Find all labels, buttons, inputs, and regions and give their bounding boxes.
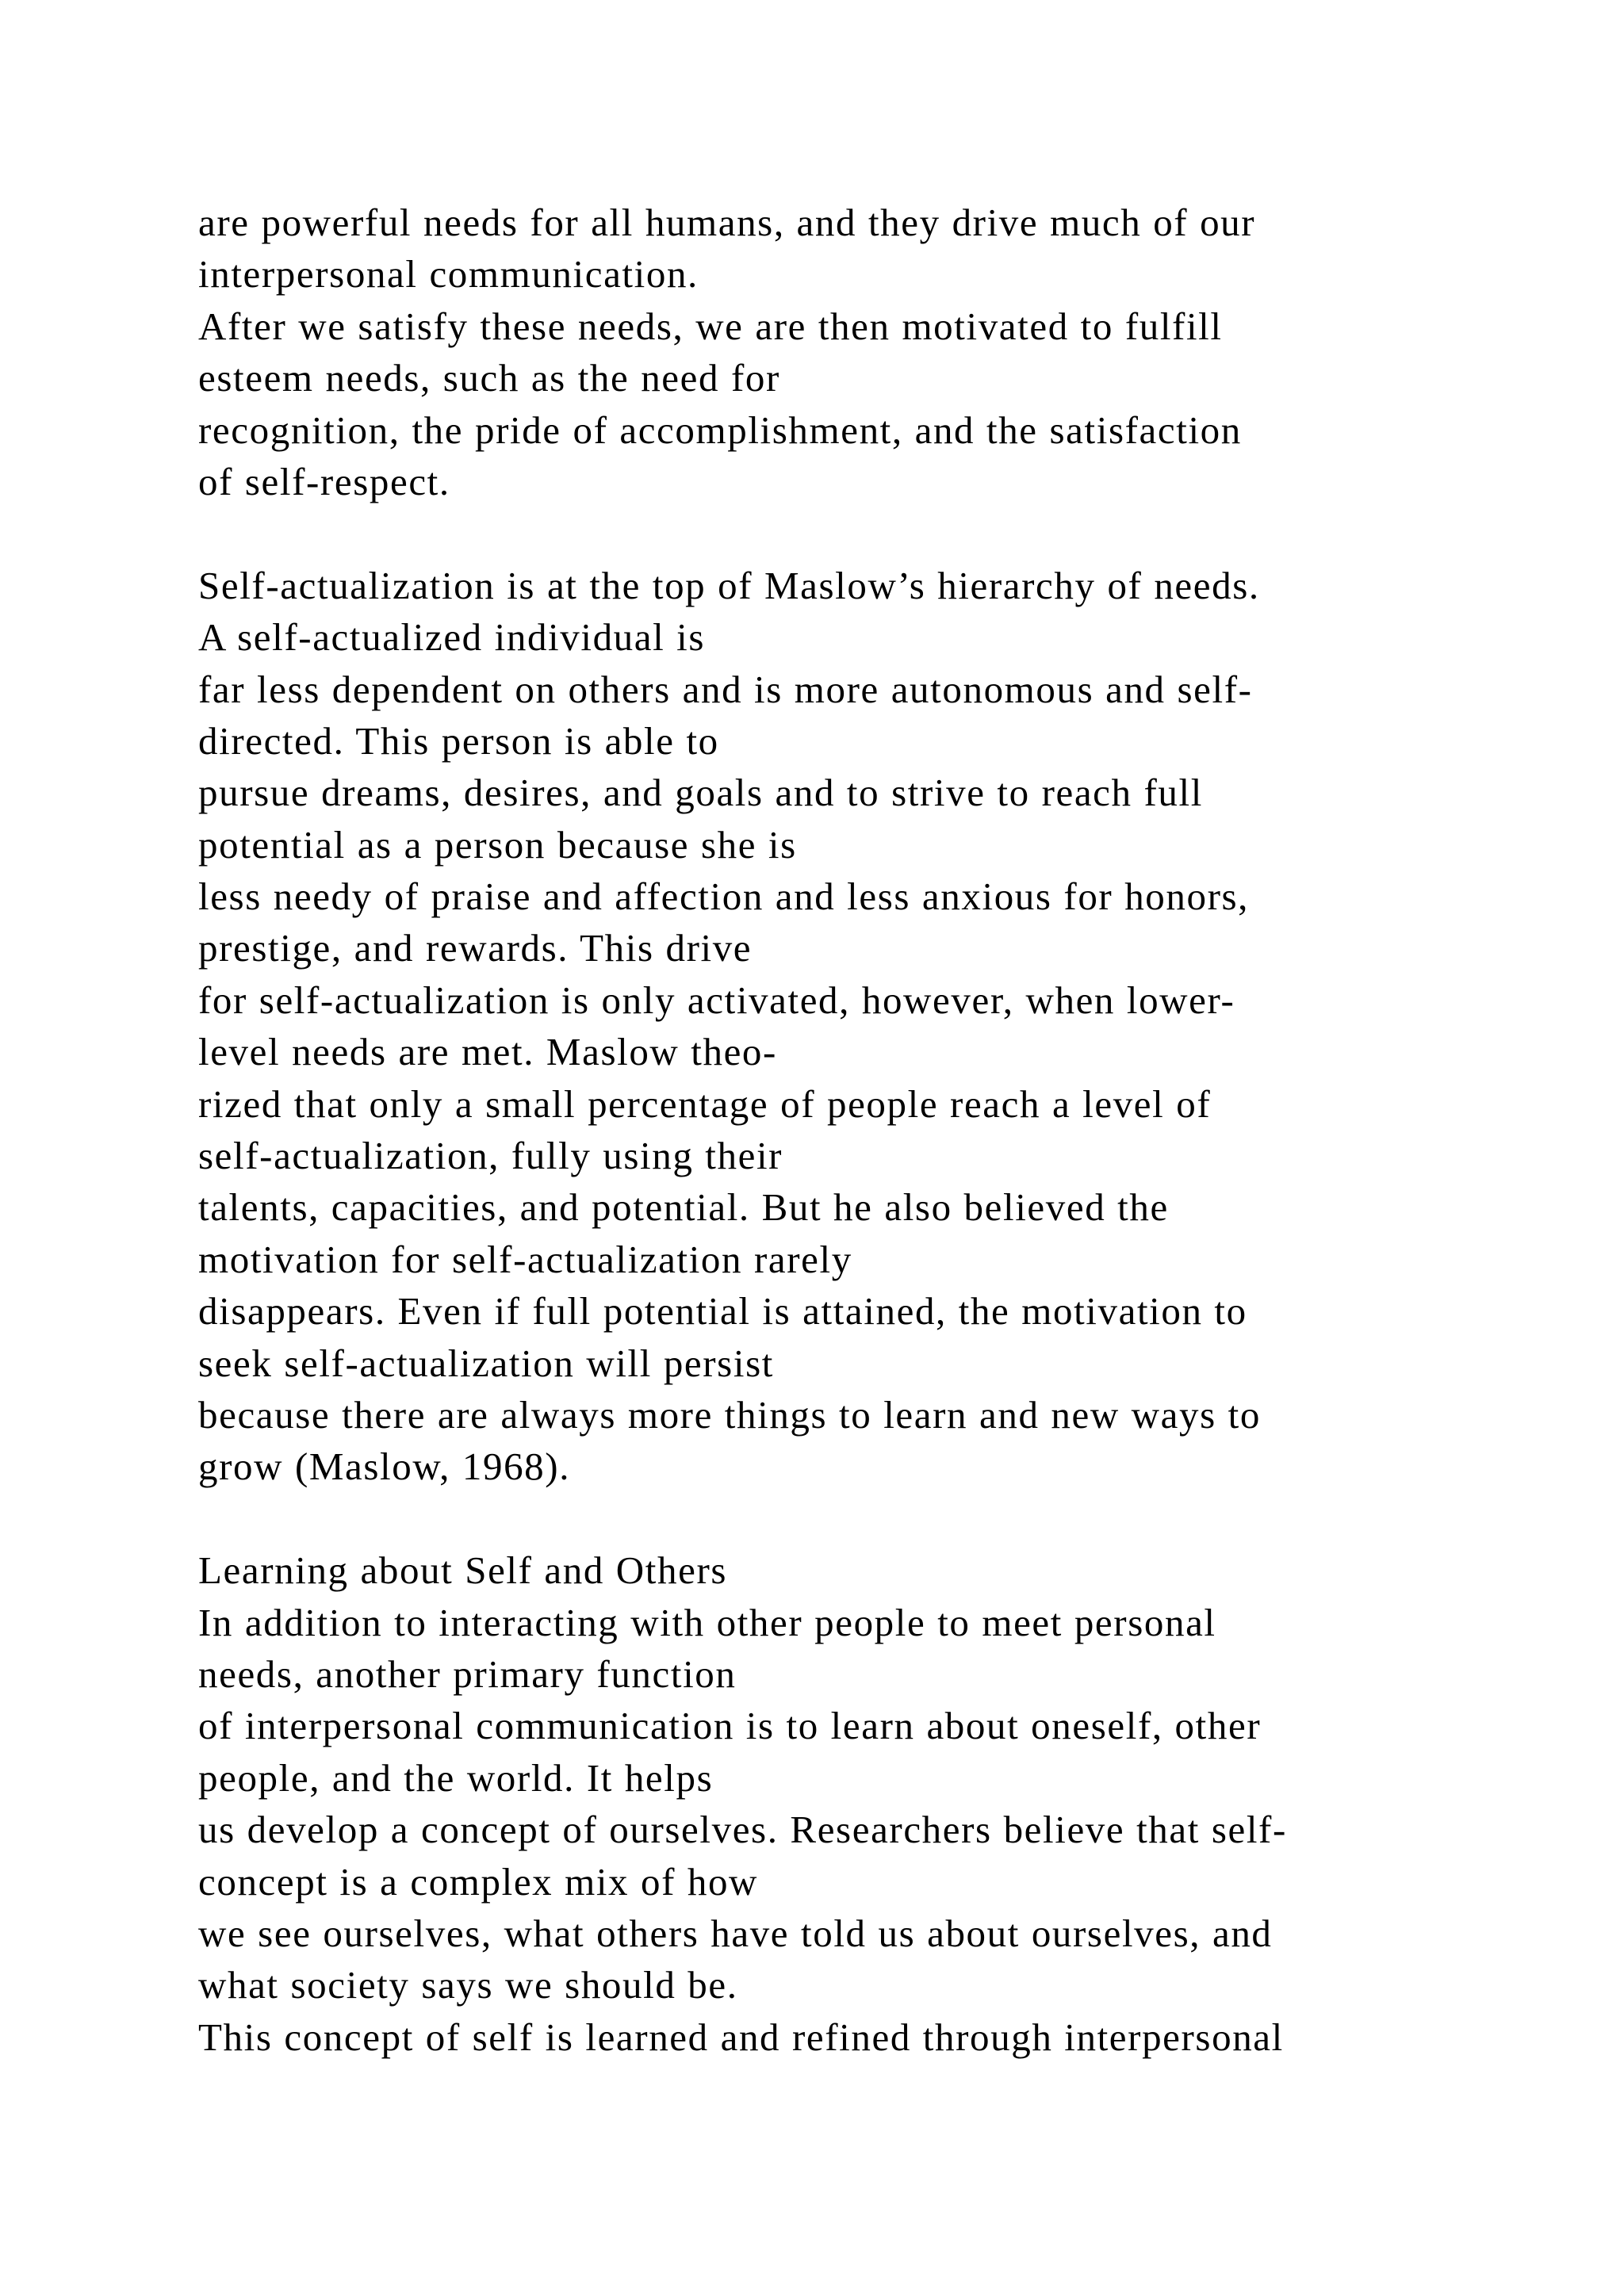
text-line: prestige, and rewards. This drive <box>198 926 753 970</box>
document-body-text <box>198 197 1546 2063</box>
text-line: talents, capacities, and potential. But he also believed the <box>198 1185 1169 1230</box>
text-line: Self-actualization is at the top of Maslow’s hierarchy of needs. <box>198 563 1260 607</box>
text-line: motivation for self-actualization rarely <box>198 1237 852 1281</box>
paragraph-break <box>198 507 1546 559</box>
text-line: less needy of praise and affection and less anxious for honors, <box>198 874 1250 919</box>
text-line: for self-actualization is only activated, however, when lower- <box>198 978 1235 1022</box>
text-line: what society says we should be. <box>198 1963 738 2007</box>
text-line: interpersonal communication. <box>198 252 699 297</box>
text-line: pursue dreams, desires, and goals and to strive to reach full <box>198 771 1203 815</box>
text-line: Learning about Self and Others <box>198 1548 728 1593</box>
paragraph-break <box>198 1493 1546 1544</box>
text-line: In addition to interacting with other people to meet personal <box>198 1600 1216 1644</box>
text-line: are powerful needs for all humans, and they drive much of our <box>198 201 1256 244</box>
text-line: esteem needs, such as the need for <box>198 356 780 400</box>
text-line: self-actualization, fully using their <box>198 1134 783 1178</box>
text-line: we see ourselves, what others have told us about ourselves, and <box>198 1911 1273 1955</box>
text-line: After we satisfy these needs, we are then motivated to fulfill <box>198 304 1223 348</box>
text-line: level needs are met. Maslow theo- <box>198 1030 777 1074</box>
text-line: directed. This person is able to <box>198 718 719 763</box>
text-line: recognition, the pride of accomplishment, and the satisfaction <box>198 408 1242 452</box>
text-line: A self-actualized individual is <box>198 615 706 660</box>
text-line: rized that only a small percentage of people reach a level of <box>198 1081 1212 1126</box>
text-line: far less dependent on others and is more autonomous and self- <box>198 667 1253 711</box>
text-line: concept is a complex mix of how <box>198 1859 759 1904</box>
text-line: of interpersonal communication is to learn about oneself, other <box>198 1704 1262 1748</box>
text-line: disappears. Even if full potential is attained, the motivation to <box>198 1289 1247 1334</box>
text-line: because there are always more things to learn and new ways to <box>198 1392 1261 1437</box>
text-line: seek self-actualization will persist <box>198 1341 774 1385</box>
text-line: potential as a person because she is <box>198 822 797 867</box>
text-line: of self-respect. <box>198 459 450 503</box>
text-line: needs, another primary function <box>198 1651 737 1696</box>
text-line: us develop a concept of ourselves. Researchers believe that self- <box>198 1808 1287 1852</box>
text-line: people, and the world. It helps <box>198 1755 714 1800</box>
text-line: This concept of self is learned and refined through interpersonal <box>198 2015 1284 2059</box>
text-line: grow (Maslow, 1968). <box>198 1445 571 1489</box>
